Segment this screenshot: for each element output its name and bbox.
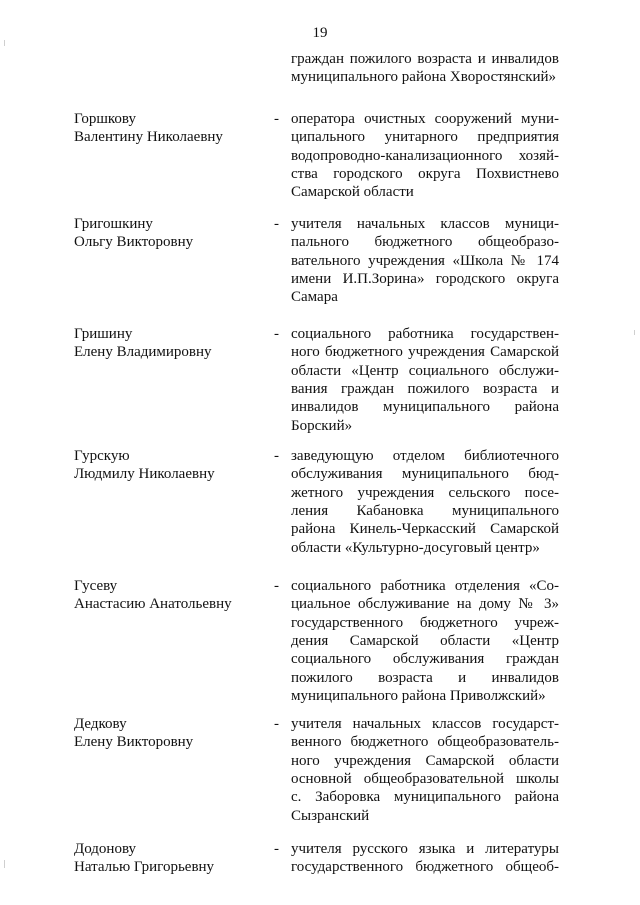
description-line: ного бюджетного учреждения Самарской [291,344,559,361]
person-surname: Додонову [74,841,137,857]
scan-artifact [4,40,5,46]
dash-separator: - [274,326,279,342]
description-line: Самарской области [291,184,414,201]
description-line: Борский» [291,417,353,434]
description-line: учителя русского языка и литературы [291,841,559,857]
dash-separator: - [274,841,279,857]
description-line: жетного учреждения сельского посе- [291,484,559,501]
description-line: района Кинель-Черкасский Самарской [291,521,559,538]
description-line: водопроводно-канализационного хозяй- [291,147,559,164]
description-line: социального работника государствен- [291,326,559,342]
person-given-names: Наталью Григорьевну [74,859,215,876]
description-line: ления Кабановка муниципального [291,502,559,519]
description-line: пального бюджетного общеобразо- [291,234,559,251]
dash-separator: - [274,216,279,232]
description-line: социального обслуживания граждан [291,651,559,668]
description-line: ного учреждения Самарской области [291,752,559,769]
dash-separator: - [274,716,279,732]
description-line: ципального унитарного предприятия [291,129,559,146]
person-surname: Горшкову [74,111,136,127]
dash-separator: - [274,111,279,127]
person-surname: Гусеву [74,578,118,594]
person-surname: Григошкину [74,216,153,232]
description-line: области «Центр социального обслужи- [291,362,559,379]
description-line: дения Самарской области «Центр [291,632,559,649]
description-line: обслуживания муниципального бюд- [291,466,559,483]
description-line: социального работника отделения «Со- [291,578,559,594]
description-line: пожилого возраста и инвалидов [291,669,559,686]
page-number: 19 [312,25,328,41]
description-line: муниципального района Приволжский» [291,687,546,704]
description-line: основной общеобразовательной школы [291,770,559,787]
description-line: с. Заборовка муниципального района [291,789,559,806]
person-surname: Гришину [74,326,133,342]
description-line: Самара [291,289,338,306]
dash-separator: - [274,448,279,464]
description-line: венного бюджетного общеобразователь- [291,734,559,751]
description-line: ства городского округа Похвистнево [291,165,559,182]
scan-artifact [634,330,635,335]
description-line: инвалидов муниципального района [291,399,559,416]
person-given-names: Валентину Николаевну [74,129,223,146]
description-line: государственного бюджетного учреж- [291,614,559,631]
person-surname: Дедкову [74,716,127,732]
description-line: области «Культурно-досуговый центр» [291,539,540,556]
description-line: циальное обслуживание на дому № 3» [291,596,559,613]
description-line: вательного учреждения «Школа № 174 [291,252,559,269]
person-surname: Гурскую [74,448,130,464]
description-line: заведующую отделом библиотечного [291,448,559,464]
description-line: учителя начальных классов муници- [291,216,559,232]
description-line: муниципального района Хворостянский» [291,69,557,86]
dash-separator: - [274,578,279,594]
person-given-names: Анастасию Анатольевну [74,596,232,613]
person-given-names: Ольгу Викторовну [74,234,194,251]
description-line: граждан пожилого возраста и инвалидов [291,51,559,67]
person-given-names: Елену Владимировну [74,344,212,361]
description-line: Сызранский [291,807,370,824]
description-line: вания граждан пожилого возраста и [291,380,559,397]
description-line: имени И.П.Зорина» городского округа [291,270,559,287]
scan-artifact [4,860,5,868]
description-line: учителя начальных классов государст- [291,716,559,732]
description-line: оператора очистных сооружений муни- [291,111,559,127]
person-given-names: Людмилу Николаевну [74,466,215,483]
description-line: государственного бюджетного общеоб- [291,859,559,876]
person-given-names: Елену Викторовну [74,734,194,751]
